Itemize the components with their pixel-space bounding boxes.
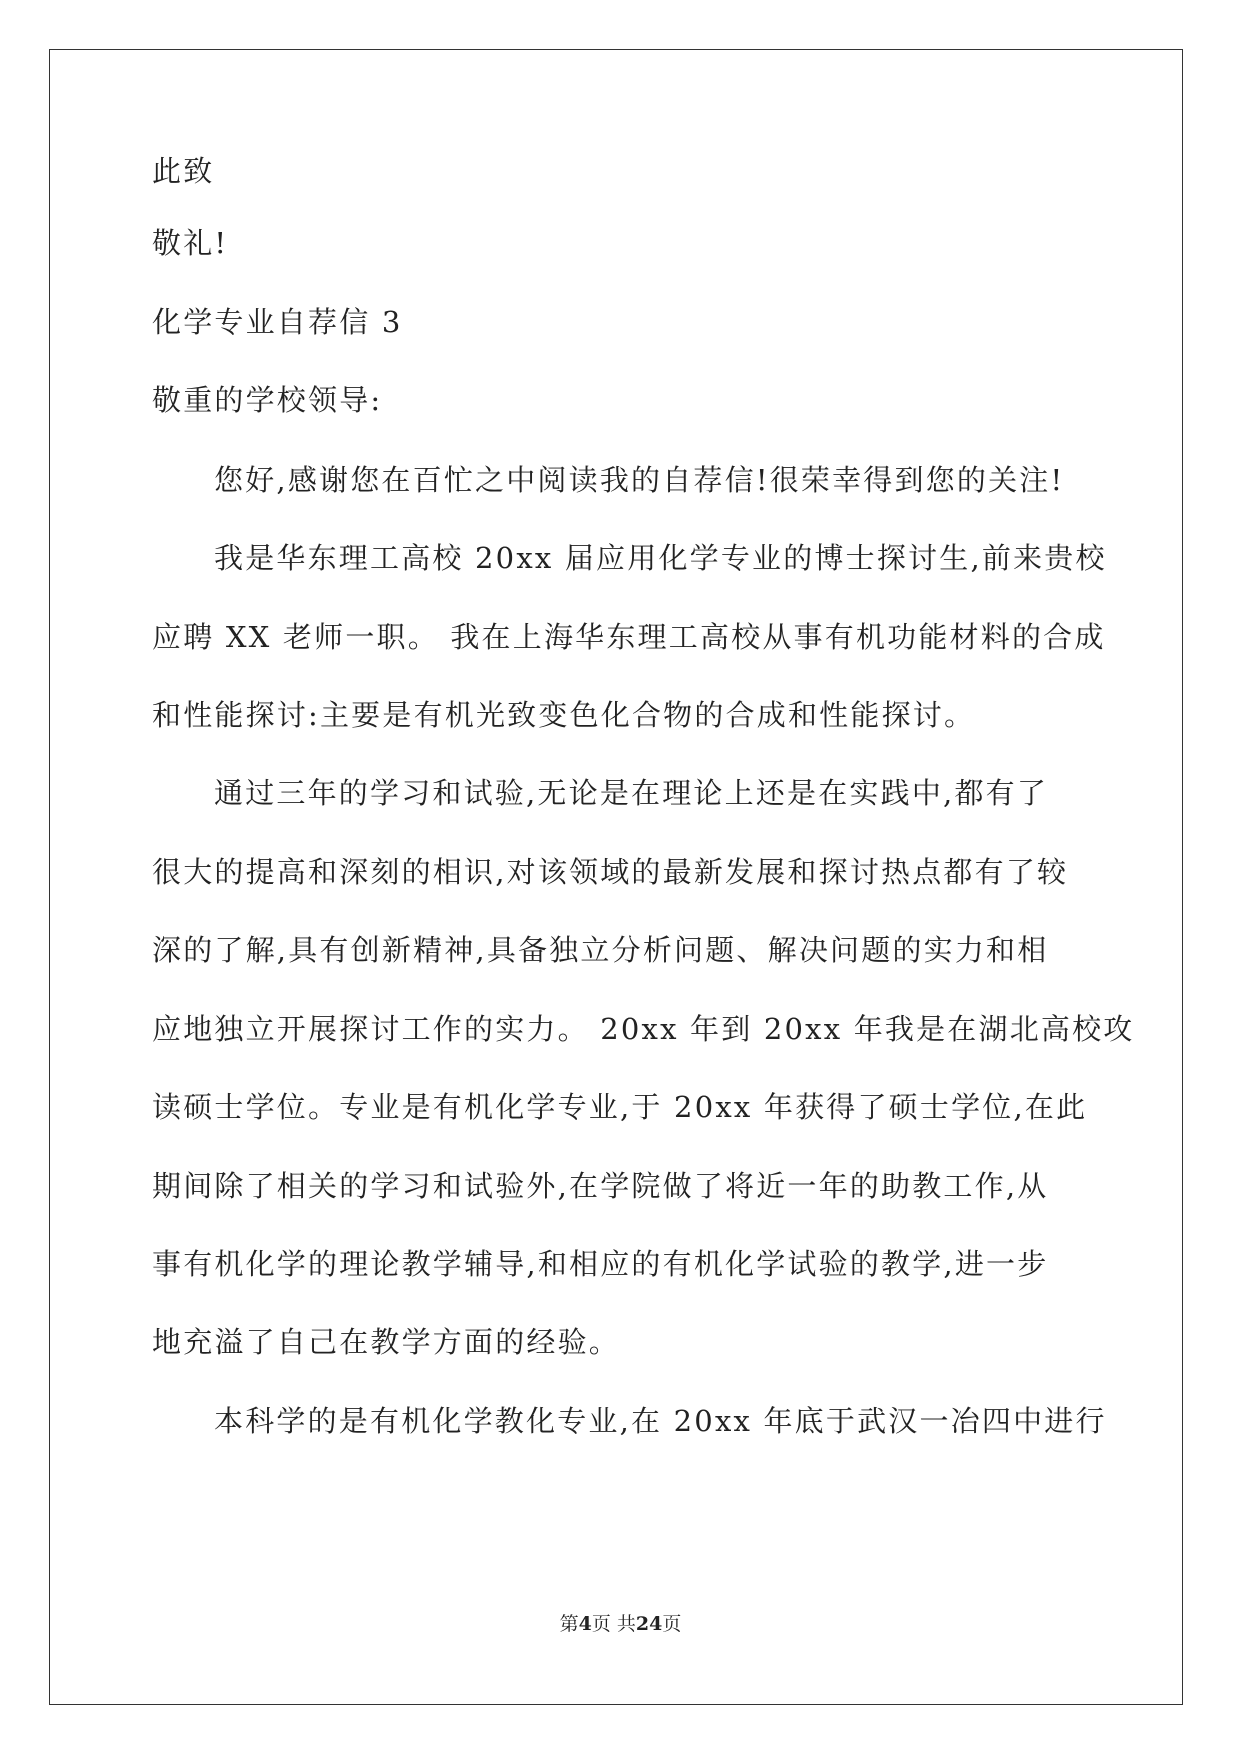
salutation: 敬重的学校领导: [152, 383, 383, 417]
body-line: 地充溢了自己在教学方面的经验。 [152, 1325, 621, 1359]
footer-suffix: 页 [662, 1613, 682, 1635]
body-line: 很大的提高和深刻的相识,对该领域的最新发展和探讨热点都有了较 [152, 855, 1069, 889]
body-line: 我是华东理工高校 20xx 届应用化学专业的博士探讨生,前来贵校 [214, 541, 1107, 575]
body-line: 应聘 XX 老师一职。 我在上海华东理工高校从事有机功能材料的合成 [152, 620, 1106, 654]
body-line: 应地独立开展探讨工作的实力。 20xx 年到 20xx 年我是在湖北高校攻 [152, 1012, 1135, 1046]
closing-line-2: 敬礼! [152, 226, 229, 260]
body-line: 通过三年的学习和试验,无论是在理论上还是在实践中,都有了 [214, 776, 1049, 810]
footer-middle: 页 共 [591, 1613, 636, 1635]
page-footer [0, 1611, 1241, 1637]
body-line: 事有机化学的理论教学辅导,和相应的有机化学试验的教学,进一步 [152, 1247, 1049, 1281]
closing-line-1: 此致 [152, 154, 215, 188]
letter-title: 化学专业自荐信 3 [152, 305, 403, 339]
body-line: 读硕士学位。专业是有机化学专业,于 20xx 年获得了硕士学位,在此 [152, 1090, 1088, 1124]
total-pages-number: 24 [635, 1613, 663, 1635]
body-line: 和性能探讨:主要是有机光致变色化合物的合成和性能探讨。 [152, 698, 976, 732]
body-line: 期间除了相关的学习和试验外,在学院做了将近一年的助教工作,从 [152, 1169, 1049, 1203]
body-line: 深的了解,具有创新精神,具备独立分析问题、解决问题的实力和相 [152, 933, 1049, 967]
body-line: 您好,感谢您在百忙之中阅读我的自荐信!很荣幸得到您的关注! [214, 463, 1065, 497]
current-page-number: 4 [578, 1613, 592, 1635]
footer-prefix: 第 [559, 1613, 579, 1635]
body-line: 本科学的是有机化学教化专业,在 20xx 年底于武汉一冶四中进行 [214, 1404, 1107, 1438]
